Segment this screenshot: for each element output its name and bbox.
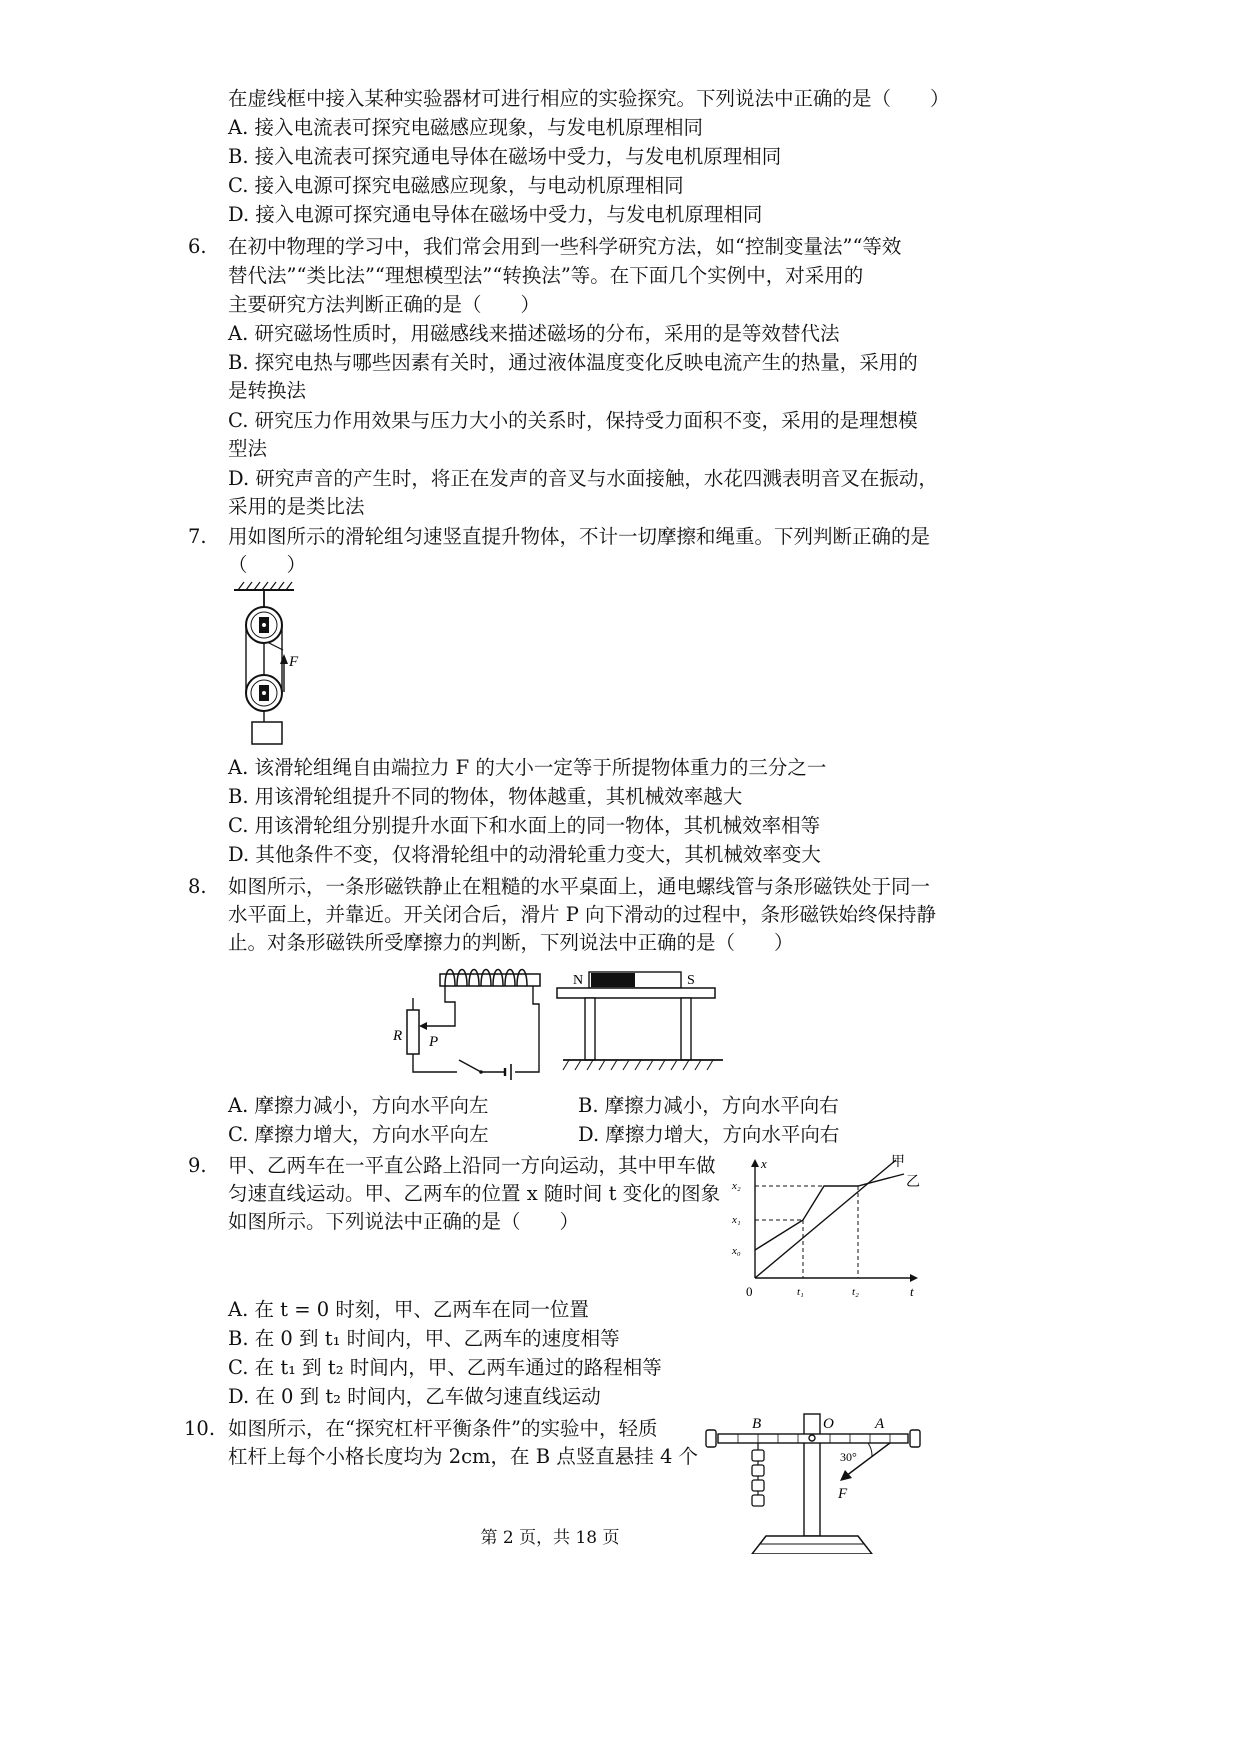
lever-point-b-label: B xyxy=(752,1416,762,1432)
q8-option-c: C. 摩擦力增大，方向水平向左 xyxy=(228,1123,489,1146)
q6-option-d-cont: 采用的是类比法 xyxy=(228,495,365,518)
q6-stem-line-1: 在初中物理的学习中，我们常会用到一些科学研究方法，如“控制变量法”“等效 xyxy=(228,235,902,258)
lever-point-a-label: A xyxy=(875,1416,885,1432)
q9-option-a: A. 在 t = 0 时刻，甲、乙两车在同一位置 xyxy=(228,1298,589,1321)
q5-option-d: D. 接入电源可探究通电导体在磁场中受力，与发电机原理相同 xyxy=(228,203,763,226)
q7-option-c: C. 用该滑轮组分别提升水面下和水面上的同一物体，其机械效率相等 xyxy=(228,814,821,837)
q9-stem-line-3: 如图所示。下列说法中正确的是（ ） xyxy=(228,1210,580,1233)
q10-stem-line-2: 杠杆上每个小格长度均为 2cm，在 B 点竖直悬挂 4 个 xyxy=(228,1445,699,1468)
graph-car-a-label: 甲 xyxy=(891,1155,905,1170)
rheostat-label: R xyxy=(393,1028,403,1044)
q7-stem-line-2: （ ） xyxy=(228,553,307,576)
q8-option-a: A. 摩擦力减小，方向水平向左 xyxy=(228,1094,489,1117)
graph-t1-label: t₁ xyxy=(797,1286,804,1298)
q9-stem-line-2: 匀速直线运动。甲、乙两车的位置 x 随时间 t 变化的图象 xyxy=(228,1182,721,1205)
q9-option-d: D. 在 0 到 t₂ 时间内，乙车做匀速直线运动 xyxy=(228,1385,601,1408)
q6-option-b: B. 探究电热与哪些因素有关时，通过液体温度变化反映电流产生的热量，采用的 xyxy=(228,351,918,374)
q6-option-a: A. 研究磁场性质时，用磁感线来描述磁场的分布，采用的是等效替代法 xyxy=(228,322,840,345)
q8-number: 8. xyxy=(188,875,207,898)
q10-number: 10. xyxy=(184,1417,216,1440)
q6-stem-line-3: 主要研究方法判断正确的是（ ） xyxy=(228,293,541,316)
magnet-s-label: S xyxy=(687,973,695,988)
q6-option-c-cont: 型法 xyxy=(228,437,268,460)
q6-number: 6. xyxy=(188,235,207,258)
q9-number: 9. xyxy=(188,1154,207,1177)
q8-stem-line-3: 止。对条形磁铁所受摩擦力的判断，下列说法中正确的是（ ） xyxy=(228,931,794,954)
q9-stem-line-1: 甲、乙两车在一平直公路上沿同一方向运动，其中甲车做 xyxy=(228,1154,716,1177)
q9-option-c: C. 在 t₁ 到 t₂ 时间内，甲、乙两车通过的路程相等 xyxy=(228,1356,662,1379)
magnet-n-label: N xyxy=(573,973,584,988)
slider-label: P xyxy=(429,1034,439,1050)
lever-force-label: F xyxy=(838,1486,848,1502)
graph-origin-label: 0 xyxy=(746,1284,753,1299)
lever-angle-label: 30° xyxy=(840,1450,857,1464)
q7-option-a: A. 该滑轮组绳自由端拉力 F 的大小一定等于所提物体重力的三分之一 xyxy=(228,756,827,779)
q5-option-b: B. 接入电流表可探究通电导体在磁场中受力，与发电机原理相同 xyxy=(228,145,782,168)
pulley-force-label: F xyxy=(289,654,299,670)
q7-option-b: B. 用该滑轮组提升不同的物体，物体越重，其机械效率越大 xyxy=(228,785,743,808)
q6-option-c: C. 研究压力作用效果与压力大小的关系时，保持受力面积不变，采用的是理想模 xyxy=(228,409,918,432)
q7-stem-line-1: 用如图所示的滑轮组匀速竖直提升物体，不计一切摩擦和绳重。下列判断正确的是 xyxy=(228,525,931,548)
q8-option-b: B. 摩擦力减小，方向水平向右 xyxy=(578,1094,839,1117)
graph-y-axis-label: x xyxy=(761,1156,767,1171)
graph-x1-label: x₁ xyxy=(732,1214,741,1226)
q5-option-c: C. 接入电源可探究电磁感应现象，与电动机原理相同 xyxy=(228,174,684,197)
q6-option-b-cont: 是转换法 xyxy=(228,379,307,402)
q10-stem-line-1: 如图所示，在“探究杠杆平衡条件”的实验中，轻质 xyxy=(228,1417,658,1440)
graph-x2-label: x₂ xyxy=(732,1180,741,1192)
solenoid-magnet-figure xyxy=(385,960,725,1082)
q8-option-d: D. 摩擦力增大，方向水平向右 xyxy=(578,1123,840,1146)
page-footer: 第 2 页，共 18 页 xyxy=(480,1528,620,1548)
q7-number: 7. xyxy=(188,525,207,548)
q5-option-a: A. 接入电流表可探究电磁感应现象，与发电机原理相同 xyxy=(228,116,703,139)
q7-option-d: D. 其他条件不变，仅将滑轮组中的动滑轮重力变大，其机械效率变大 xyxy=(228,843,821,866)
q8-stem-line-2: 水平面上，并靠近。开关闭合后，滑片 P 向下滑动的过程中，条形磁铁始终保持静 xyxy=(228,903,937,926)
graph-x-axis-label: t xyxy=(910,1284,914,1299)
graph-car-b-label: 乙 xyxy=(906,1175,920,1190)
q8-stem-line-1: 如图所示，一条形磁铁静止在粗糙的水平桌面上，通电螺线管与条形磁铁处于同一 xyxy=(228,875,931,898)
graph-x0-label: x₀ xyxy=(732,1245,741,1257)
q6-option-d: D. 研究声音的产生时，将正在发声的音叉与水面接触，水花四溅表明音叉在振动， xyxy=(228,467,938,490)
q5-stem: 在虚线框中接入某种实验器材可进行相应的实验探究。下列说法中正确的是（ ） xyxy=(228,87,950,110)
position-time-graph xyxy=(728,1150,924,1300)
pulley-system-figure xyxy=(228,580,308,748)
q9-option-b: B. 在 0 到 t₁ 时间内，甲、乙两车的速度相等 xyxy=(228,1327,620,1350)
graph-t2-label: t₂ xyxy=(852,1286,859,1298)
q6-stem-line-2: 替代法”“类比法”“理想模型法”“转换法”等。在下面几个实例中，对采用的 xyxy=(228,264,864,287)
lever-point-o-label: O xyxy=(823,1416,834,1432)
